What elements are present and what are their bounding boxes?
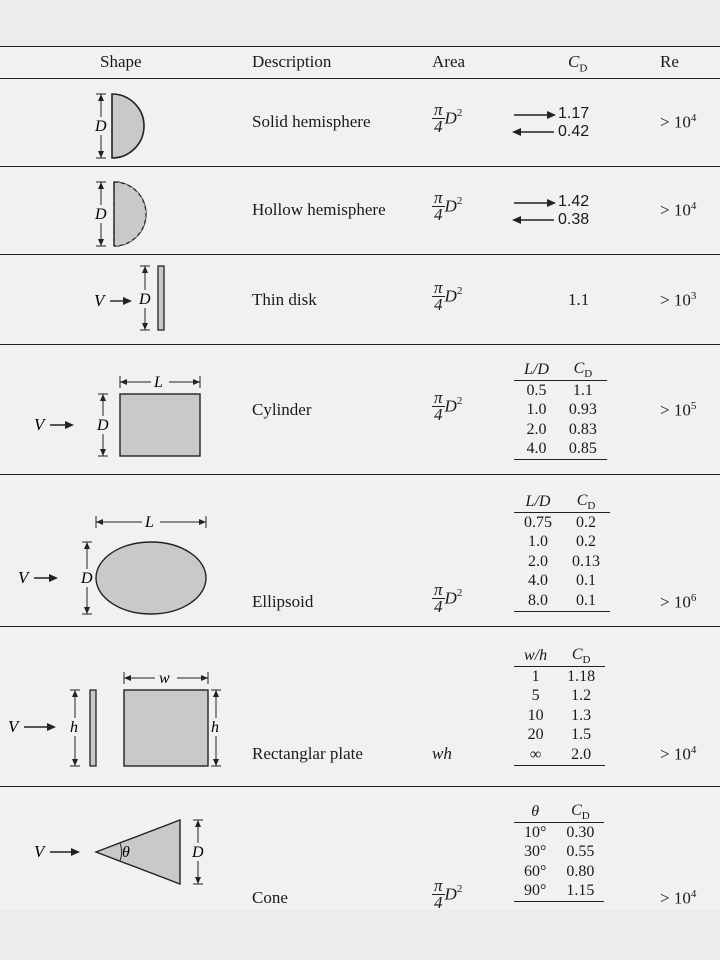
cd-value: 0.1 bbox=[576, 572, 596, 590]
cd-value: 0.2 bbox=[576, 533, 596, 551]
dim-label: D bbox=[97, 417, 109, 434]
w-label: w bbox=[159, 670, 170, 687]
sub-table-row bbox=[514, 862, 604, 882]
ratio-value: 1.0 bbox=[526, 401, 547, 419]
cd-value: 0.2 bbox=[576, 513, 596, 531]
ratio-value: 1 bbox=[531, 667, 540, 685]
cd-value: 1.5 bbox=[571, 726, 592, 744]
sub-table-row bbox=[514, 843, 604, 863]
dim-label: D bbox=[192, 844, 204, 861]
cd-value: 0.80 bbox=[566, 862, 595, 880]
cd-value: 0.93 bbox=[568, 401, 597, 419]
cylinder-cd-table bbox=[514, 360, 607, 460]
area: wh bbox=[432, 744, 452, 763]
plate-cd-table bbox=[514, 646, 605, 766]
cd-flow-in: 1.42 bbox=[558, 193, 590, 210]
ratio-value: 5 bbox=[531, 687, 540, 705]
sub-table-header bbox=[514, 802, 604, 823]
cd-value: 1.1 bbox=[568, 290, 590, 309]
cd-arrows bbox=[510, 194, 558, 230]
reynolds: > $10^4$ bbox=[660, 112, 697, 132]
reynolds: > $10^5$ bbox=[660, 400, 697, 420]
col-ratio: L/D bbox=[524, 361, 549, 379]
v-label: V bbox=[8, 717, 19, 736]
dim-label: D bbox=[81, 570, 93, 587]
sub-table-row bbox=[514, 726, 605, 746]
sub-table-row bbox=[514, 420, 607, 440]
sub-table-row bbox=[514, 667, 605, 687]
area: $\frac{\pi}{4}$ $D^2$ bbox=[434, 580, 463, 616]
description: Ellipsoid bbox=[252, 592, 314, 611]
cd-value: 2.0 bbox=[571, 745, 592, 763]
col-ratio: θ bbox=[531, 803, 540, 821]
ratio-value: ∞ bbox=[529, 745, 542, 763]
sub-table-row bbox=[514, 381, 607, 401]
dim-label: D bbox=[139, 291, 151, 308]
v-label: V bbox=[94, 291, 105, 310]
sub-table-header bbox=[514, 646, 605, 667]
v-label: V bbox=[34, 415, 45, 434]
description: Cylinder bbox=[252, 400, 312, 419]
cd-flow-out: 0.38 bbox=[558, 211, 590, 228]
ratio-value: 20 bbox=[527, 726, 544, 744]
sub-table-row bbox=[514, 882, 604, 902]
drag-coefficient-table bbox=[0, 46, 720, 910]
cd-value: 1.2 bbox=[571, 687, 592, 705]
rectangular-plate-sketch bbox=[0, 626, 240, 786]
len-label: L bbox=[145, 514, 154, 531]
theta-label: θ bbox=[122, 844, 130, 861]
cd-value: 0.30 bbox=[566, 823, 595, 841]
cd-value: 0.85 bbox=[568, 440, 597, 458]
len-label: L bbox=[154, 374, 163, 391]
sub-table-row bbox=[514, 591, 610, 611]
v-label: V bbox=[18, 568, 29, 587]
cd-flow-in: 1.17 bbox=[558, 105, 590, 122]
reynolds: > $10^4$ bbox=[660, 888, 697, 908]
header-re: Re bbox=[660, 52, 679, 71]
description: Thin disk bbox=[252, 290, 317, 309]
area: $\frac{\pi}{4}$ $D^2$ bbox=[434, 278, 463, 314]
header-cd: $C_D$ bbox=[568, 52, 588, 75]
description: Cone bbox=[252, 888, 288, 907]
ratio-value: 30° bbox=[524, 843, 547, 861]
ratio-value: 2.0 bbox=[526, 420, 547, 438]
v-label: V bbox=[34, 842, 45, 861]
ratio-value: 10° bbox=[524, 823, 547, 841]
h-label-left: h bbox=[70, 719, 78, 736]
col-cd: $C_D$ bbox=[571, 802, 590, 823]
ratio-value: 1.0 bbox=[528, 533, 548, 551]
cd-flow-out: 0.42 bbox=[558, 123, 590, 140]
sub-table-row bbox=[514, 745, 605, 765]
ratio-value: 4.0 bbox=[526, 440, 547, 458]
sub-table-row bbox=[514, 687, 605, 707]
cd-value: 1.1 bbox=[572, 381, 593, 399]
sub-table-row bbox=[514, 513, 610, 533]
description: Rectanglar plate bbox=[252, 744, 363, 763]
cylinder-sketch bbox=[0, 344, 240, 474]
dim-label: D bbox=[95, 206, 107, 223]
ratio-value: 90° bbox=[524, 882, 547, 900]
ratio-value: 10 bbox=[527, 706, 544, 724]
sub-table-row bbox=[514, 440, 607, 460]
sub-table-row bbox=[514, 552, 610, 572]
sub-table-row bbox=[514, 572, 610, 592]
area: $\frac{\pi}{4}$ $D^2$ bbox=[434, 388, 463, 424]
description: Hollow hemisphere bbox=[252, 200, 386, 219]
h-label-right: h bbox=[211, 719, 219, 736]
row-thin-disk bbox=[0, 254, 720, 344]
area: $\frac{\pi}{4}$ $D^2$ bbox=[434, 100, 463, 136]
cone-cd-table bbox=[514, 802, 604, 902]
col-cd: $C_D$ bbox=[576, 492, 596, 513]
sub-table-row bbox=[514, 823, 604, 843]
header-area: Area bbox=[432, 52, 466, 71]
ratio-value: 0.5 bbox=[526, 381, 547, 399]
reynolds: > $10^4$ bbox=[660, 744, 697, 764]
sub-table-header bbox=[514, 360, 607, 381]
cone-sketch bbox=[0, 786, 240, 910]
row-hollow-hemisphere bbox=[0, 166, 720, 254]
ratio-value: 0.75 bbox=[524, 513, 552, 531]
cd-arrows bbox=[510, 106, 558, 142]
cd-value: 0.13 bbox=[572, 552, 600, 570]
cd-value: 0.1 bbox=[576, 591, 596, 609]
reynolds: > $10^3$ bbox=[660, 290, 697, 310]
header-shape: Shape bbox=[100, 52, 142, 71]
ratio-value: 2.0 bbox=[528, 552, 548, 570]
area: $\frac{\pi}{4}$ $D^2$ bbox=[434, 188, 463, 224]
row-solid-hemisphere bbox=[0, 78, 720, 166]
reynolds: > $10^4$ bbox=[660, 200, 697, 220]
ratio-value: 4.0 bbox=[528, 572, 548, 590]
dim-label: D bbox=[95, 118, 107, 135]
sub-table-row bbox=[514, 533, 610, 553]
header-description: Description bbox=[252, 52, 332, 71]
reynolds: > $10^6$ bbox=[660, 592, 697, 612]
col-ratio: w/h bbox=[524, 647, 548, 665]
area: $\frac{\pi}{4}$ $D^2$ bbox=[434, 876, 463, 912]
row-rectangular-plate bbox=[0, 626, 720, 786]
cd-value: 1.3 bbox=[571, 706, 592, 724]
sub-table-row bbox=[514, 401, 607, 421]
ellipsoid-cd-table bbox=[514, 492, 610, 612]
cd-value: 0.55 bbox=[566, 843, 595, 861]
sub-table-header bbox=[514, 492, 610, 513]
ellipsoid-sketch bbox=[0, 474, 240, 626]
sub-table-row bbox=[514, 706, 605, 726]
col-ratio: L/D bbox=[525, 493, 551, 511]
solid-hemisphere-sketch bbox=[0, 78, 240, 166]
ratio-value: 8.0 bbox=[528, 591, 548, 609]
hollow-hemisphere-sketch bbox=[0, 166, 240, 254]
thin-disk-sketch bbox=[0, 254, 240, 344]
cd-value: 1.18 bbox=[567, 667, 596, 685]
row-cone bbox=[0, 786, 720, 910]
col-cd: $C_D$ bbox=[573, 360, 593, 381]
description: Solid hemisphere bbox=[252, 112, 371, 131]
col-cd: $C_D$ bbox=[571, 646, 591, 667]
ratio-value: 60° bbox=[524, 862, 547, 880]
cd-value: 1.15 bbox=[566, 882, 595, 900]
cd-value: 0.83 bbox=[568, 420, 597, 438]
row-cylinder bbox=[0, 344, 720, 474]
row-ellipsoid bbox=[0, 474, 720, 626]
